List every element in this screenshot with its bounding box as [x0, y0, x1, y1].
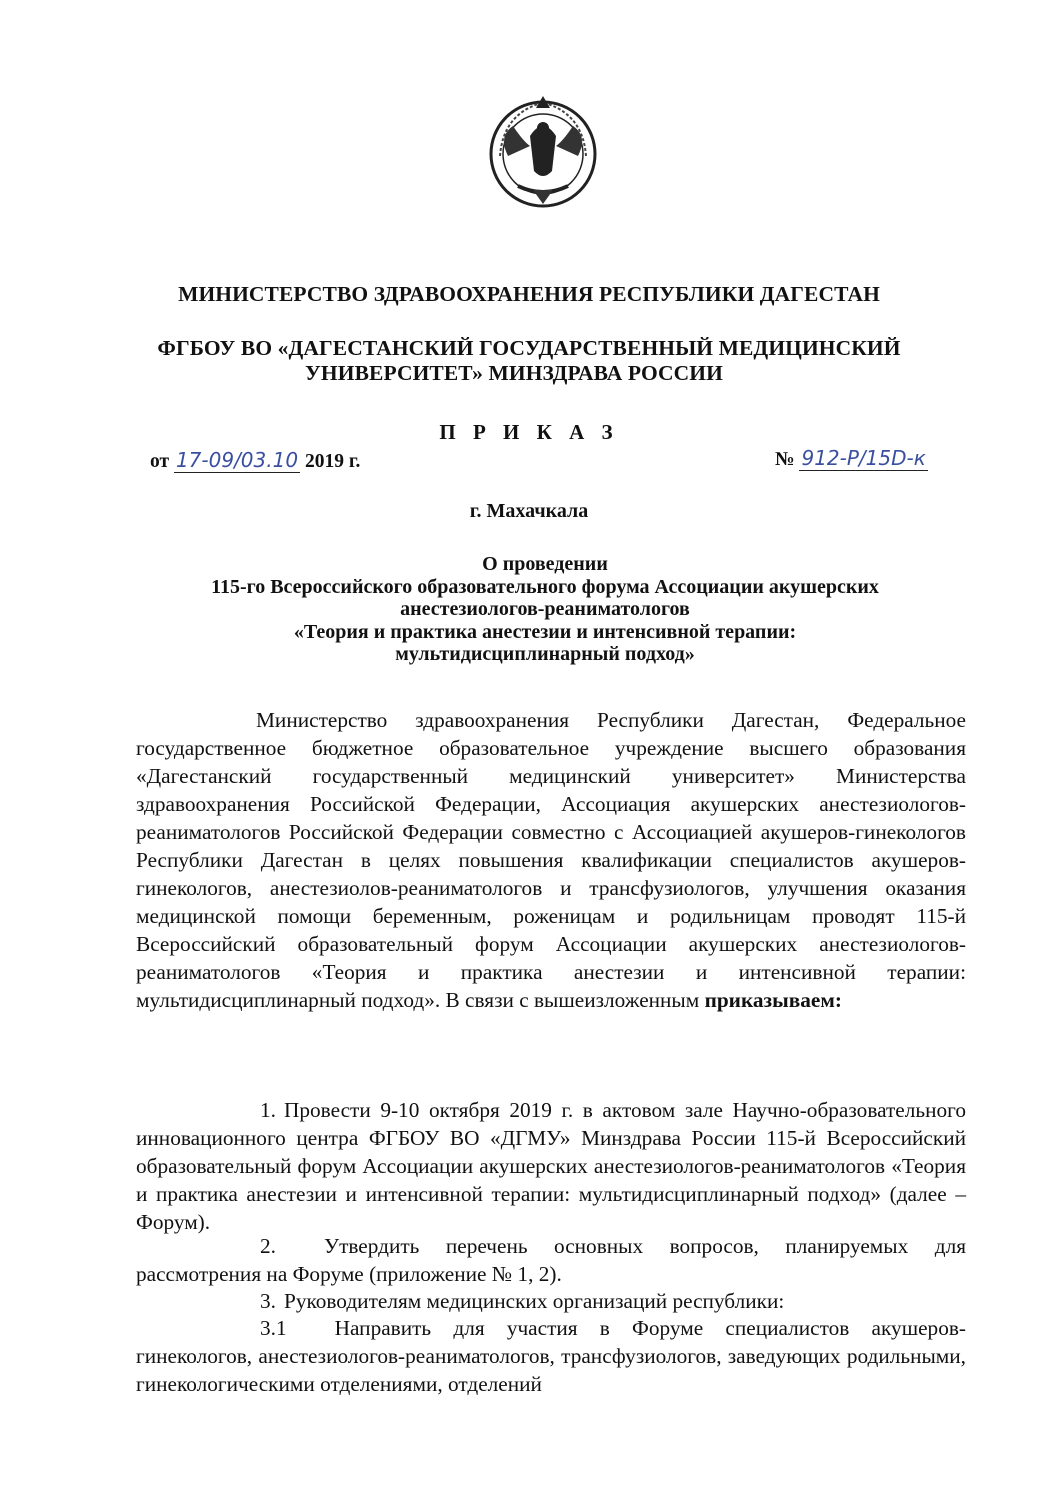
- list-item-text: Утвердить перечень основных вопросов, планируемых для рассмотрения на Форуме (приложение № 1, 2).: [136, 1234, 966, 1286]
- university-header: [0, 336, 1058, 386]
- intro-paragraph: [136, 706, 966, 1014]
- intro-bold-text: приказываем:: [704, 988, 842, 1012]
- list-item-text: Руководителям медицинских организаций республики:: [283, 1289, 785, 1313]
- list-item-text: Направить для участия в Форуме специалистов акушеров-гинекологов, анестезиологов-реаниматологов, трансфузиологов, заведующих родильными, гинекологическими отделениями, отделений: [136, 1316, 966, 1396]
- list-item-1: [136, 1096, 966, 1236]
- order-heading: П Р И К А З: [439, 420, 619, 444]
- handwritten-number: 912-Р/15D-к: [801, 446, 926, 470]
- list-item-3: [136, 1287, 966, 1315]
- title-line-1: О проведении: [482, 553, 608, 575]
- list-item-number: 1.: [260, 1098, 276, 1122]
- list-item-number: 2.: [260, 1234, 276, 1258]
- title-line-2: 115-го Всероссийского образовательного форума Ассоциации акушерских: [211, 575, 879, 598]
- number-prefix: №: [775, 449, 795, 470]
- list-item-number: 3.1: [260, 1316, 287, 1340]
- intro-text: Министерство здравоохранения Республики Дагестан, Федеральное государственное бюджетное образовательное учреждение высшего образования «Дагестанский государственный медицинский университет» Министерства здравоохранения Российской Федерации, Ассоциация акушерских анестезиологов-реаниматологов Российской Федерации совместно с Ассоциацией акушеров-гинекологов Республики Дагестан в целях повышения квалификации специалистов акушеров-гинекологов, анестезиолов-реаниматологов и трансфузиологов, улучшения оказания медицинской помощи беременным, роженицам и родильницам проводят 115-й Всероссийский образовательный форум Ассоциации акушерских анестезиологов-реаниматологов «Теория и практика анестезии и интенсивной терапии: мультидисциплинарный подход». В связи с вышеизложенным: [136, 708, 966, 1012]
- university-header-line1: ФГБОУ ВО «ДАГЕСТАНСКИЙ ГОСУДАРСТВЕННЫЙ МЕДИЦИНСКИЙ: [157, 336, 901, 360]
- coat-of-arms-emblem: [478, 86, 608, 216]
- title-line-4: «Теория и практика анестезии и интенсивной терапии:: [293, 620, 797, 643]
- order-date: [150, 448, 360, 473]
- title-line-3: анестезиологов-реаниматологов: [400, 598, 690, 620]
- list-item-number: 3.: [260, 1289, 276, 1313]
- ministry-header: МИНИСТЕРСТВО ЗДРАВООХРАНЕНИЯ РЕСПУБЛИКИ ДАГЕСТАН: [178, 282, 880, 306]
- order-number: [775, 446, 928, 471]
- date-prefix: от: [150, 451, 170, 472]
- handwritten-date: 17-09/03.10: [175, 448, 299, 472]
- university-header-line2: УНИВЕРСИТЕТ» МИНЗДРАВА РОССИИ: [305, 361, 723, 385]
- list-item-2: [136, 1232, 966, 1288]
- list-item-text: Провести 9-10 октября 2019 г. в актовом зале Научно-образовательного инновационного центра ФГБОУ ВО «ДГМУ» Минздрава России 115-й Всероссийский образовательный форум Ассоциации акушерских анестезиологов-реаниматологов «Теория и практика анестезии и интенсивной терапии: мультидисциплинарный подход» (далее – Форум).: [136, 1098, 966, 1234]
- order-title: [130, 553, 960, 666]
- list-item-3-1: [136, 1314, 966, 1398]
- city-line: г. Махачкала: [469, 500, 589, 522]
- title-line-5: мультидисциплинарный подход»: [395, 643, 695, 665]
- date-suffix: 2019 г.: [304, 451, 361, 472]
